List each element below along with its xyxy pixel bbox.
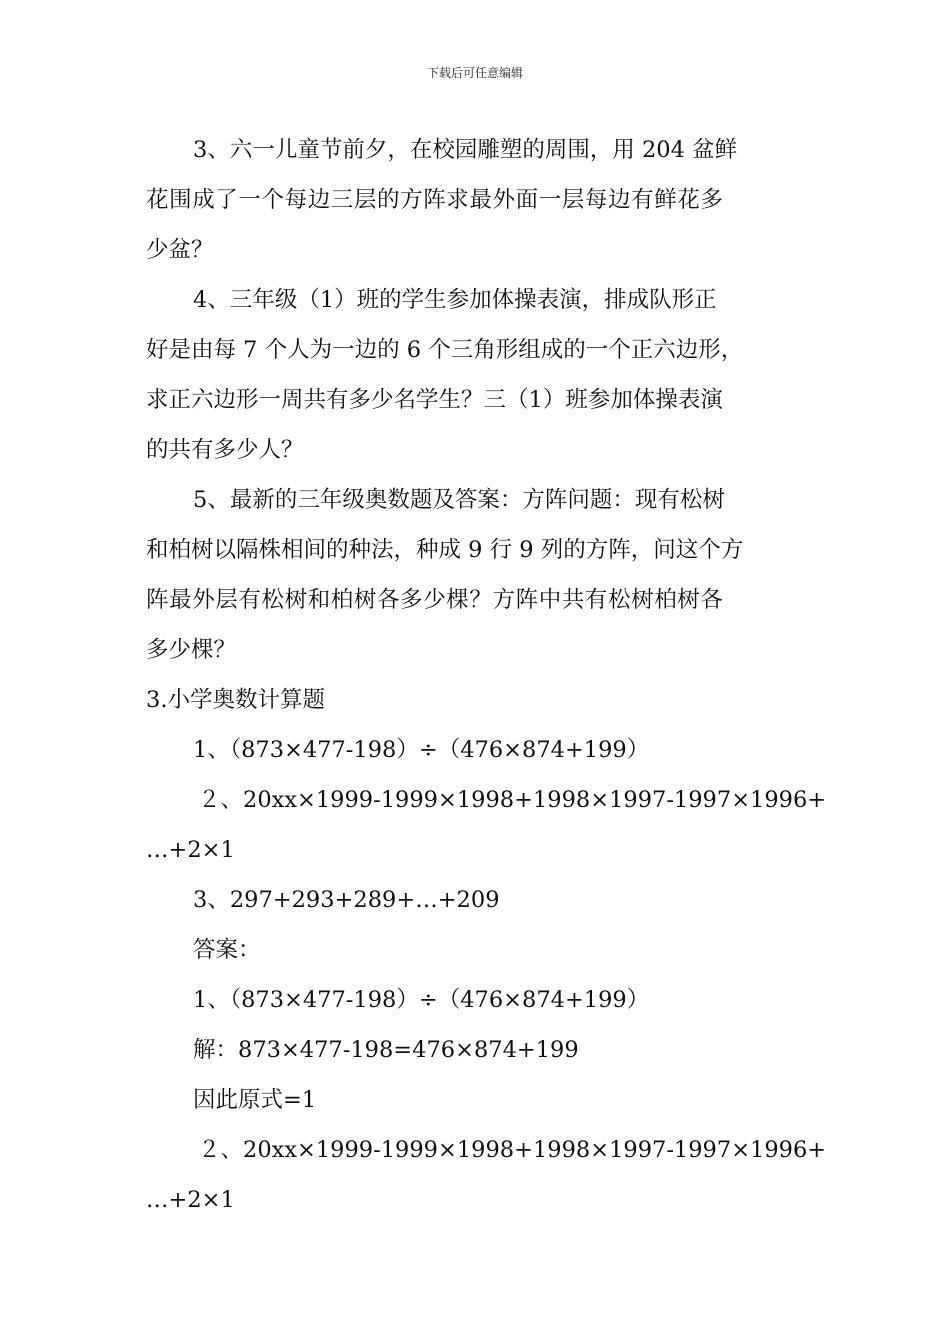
problem-3-line-3: 少盆？ — [146, 237, 214, 263]
answer-2-problem-line-2: …+2×1 — [146, 1187, 235, 1213]
problem-4-line-2: 好是由每 7 个人为一边的 6 个三角形组成的一个正六边形， — [146, 337, 744, 363]
problem-3-line-2: 花围成了一个每边三层的方阵求最外面一层每边有鲜花多 — [146, 187, 724, 213]
problem-5-line-4: 多少棵？ — [146, 637, 237, 663]
problem-4-line-1: 4、三年级（1）班的学生参加体操表演，排成队形正 — [193, 287, 717, 313]
problem-3-line-1: 3、六一儿童节前夕，在校园雕塑的周围，用 204 盆鲜 — [193, 137, 738, 163]
answer-1-problem: 1、（873×477-198）÷（476×874+199） — [193, 987, 650, 1013]
page-header: 下载后可任意编辑 — [426, 66, 523, 80]
answer-1-result: 因此原式=1 — [193, 1087, 317, 1113]
answer-1-solution: 解：873×477-198=476×874+199 — [193, 1037, 579, 1063]
problem-5-line-2: 和柏树以隔株相间的种法，种成 9 行 9 列的方阵，问这个方 — [146, 537, 744, 563]
answer-heading: 答案： — [193, 937, 261, 963]
section-heading: 3.小学奥数计算题 — [146, 687, 325, 713]
problem-5-line-3: 阵最外层有松树和柏树各多少棵？方阵中共有松树柏树各 — [146, 587, 724, 613]
document-body — [146, 125, 827, 1225]
answer-2-problem-line-1: ２、20xx×1999-1999×1998+1998×1997-1997×1996+ — [198, 1137, 827, 1163]
problem-5-line-1: 5、最新的三年级奥数题及答案：方阵问题：现有松树 — [193, 487, 725, 513]
calc-problem-1: 1、（873×477-198）÷（476×874+199） — [193, 737, 650, 763]
calc-problem-2-line-1: ２、20xx×1999-1999×1998+1998×1997-1997×1996+ — [198, 787, 827, 813]
problem-4-line-3: 求正六边形一周共有多少名学生？三（1）班参加体操表演 — [146, 387, 723, 413]
calc-problem-3: 3、297+293+289+…+209 — [193, 887, 500, 913]
problem-4-line-4: 的共有多少人？ — [146, 437, 304, 463]
calc-problem-2-line-2: …+2×1 — [146, 837, 235, 863]
